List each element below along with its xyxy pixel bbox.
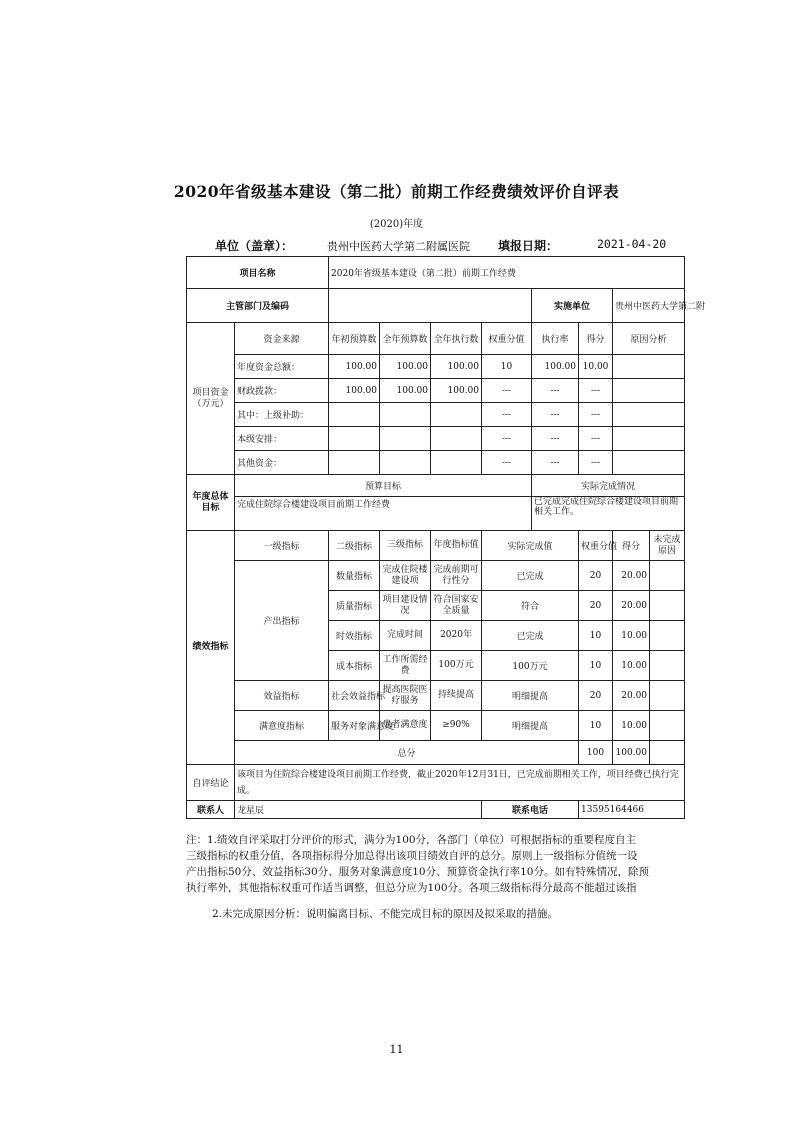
output-indicator-label: 产出指标: [235, 561, 329, 681]
fund-weight: ---: [482, 379, 532, 403]
total-label: 总分: [235, 741, 579, 765]
fund-initial: [329, 403, 380, 427]
funds-header-initial: 年初预算数: [329, 323, 380, 355]
phone-label: 联系电话: [482, 801, 579, 819]
fund-reason: [613, 355, 685, 379]
contact-name: 龙星辰: [235, 801, 482, 819]
perf-header-score: 得分: [613, 531, 650, 561]
table-row: [187, 427, 685, 451]
perf-level3: 提高医院医疗服务: [380, 681, 431, 711]
fund-score: ---: [579, 379, 613, 403]
perf-header-level3: 三级指标: [380, 531, 431, 561]
perf-level3: 工作所需经费: [380, 651, 431, 681]
perf-header-level2: 二级指标: [329, 531, 380, 561]
funds-header-source: 资金来源: [235, 323, 329, 355]
fund-executed: [431, 403, 482, 427]
perf-header-actual: 实际完成值: [482, 531, 579, 561]
notes-block: [186, 832, 684, 896]
fund-row-label: 财政拨款：: [235, 379, 329, 403]
perf-score: 20.00: [613, 561, 650, 591]
fund-initial: [329, 427, 380, 451]
perf-score: 20.00: [613, 681, 650, 711]
fund-weight: 10: [482, 355, 532, 379]
evaluation-table: [186, 256, 706, 819]
perf-header-target: 年度指标值: [431, 531, 482, 561]
fund-row-label: 本级安排：: [235, 427, 329, 451]
note-line: 注：1.绩效自评采取打分评价的形式，满分为100分，各部门（单位）可根据指标的重要程度自主: [186, 834, 637, 846]
fund-reason: [613, 403, 685, 427]
total-reason: [650, 741, 685, 765]
fund-initial: 100.00: [329, 355, 380, 379]
perf-reason: [650, 561, 685, 591]
fund-annual: 100.00: [380, 379, 431, 403]
table-row: [187, 403, 685, 427]
perf-reason: [650, 651, 685, 681]
goals-label: 年度总体目标: [187, 475, 235, 531]
funds-header-weight: 权重分值: [482, 323, 532, 355]
perf-actual: 明细提高: [482, 681, 579, 711]
fund-reason: [613, 379, 685, 403]
budget-goal-text: 完成住院综合楼建设项目前期工作经费: [235, 497, 532, 531]
date-label: 填报日期：: [498, 239, 559, 253]
fund-row-label: 年度资金总额：: [235, 355, 329, 379]
table-row: [187, 451, 685, 475]
contact-label: 联系人: [187, 801, 235, 819]
fund-weight: ---: [482, 403, 532, 427]
perf-target: ≥90%: [431, 711, 482, 741]
fund-executed: 100.00: [431, 379, 482, 403]
perf-weight: 10: [579, 651, 613, 681]
table-row: [187, 379, 685, 403]
dept-value: [329, 289, 532, 323]
actual-completion-text: 已完成完成住院综合楼建设项目前期相关工作。: [532, 497, 685, 531]
conclusion-text: 该项目为住院综合楼建设项目前期工作经费，截止2020年12月31日，已完成前期相关工作，项目经费已执行完成。: [235, 765, 685, 801]
fund-score: ---: [579, 451, 613, 475]
perf-reason: [650, 621, 685, 651]
unit-value: 贵州中医药大学第二附属医院: [327, 240, 470, 253]
perf-score: 10.00: [613, 651, 650, 681]
table-row: [187, 355, 685, 379]
fund-rate: 100.00: [532, 355, 579, 379]
dept-label: 主管部门及编码: [187, 289, 329, 323]
fund-annual: [380, 451, 431, 475]
page-title: 2020年省级基本建设（第二批）前期工作经费绩效评价自评表: [173, 182, 620, 201]
impl-unit-label: 实施单位: [532, 289, 613, 323]
perf-score: 10.00: [613, 621, 650, 651]
fund-reason: [613, 427, 685, 451]
total-weight: 100: [579, 741, 613, 765]
perf-weight: 20: [579, 591, 613, 621]
funds-header-rate: 执行率: [532, 323, 579, 355]
fund-rate: ---: [532, 451, 579, 475]
perf-level2: 数量指标: [329, 561, 380, 591]
perf-level2: 服务对象满意度: [329, 711, 380, 741]
fund-executed: 100.00: [431, 355, 482, 379]
fund-score: 10.00: [579, 355, 613, 379]
perf-target: 持续提高: [431, 681, 482, 711]
perf-target: 100万元: [431, 651, 482, 681]
satisfaction-indicator-label: 满意度指标: [235, 711, 329, 741]
perf-reason: [650, 591, 685, 621]
fund-initial: [329, 451, 380, 475]
table-row: [187, 711, 685, 741]
perf-weight: 10: [579, 711, 613, 741]
fund-executed: [431, 427, 482, 451]
perf-level2: 成本指标: [329, 651, 380, 681]
fund-rate: ---: [532, 379, 579, 403]
perf-level2: 质量指标: [329, 591, 380, 621]
funds-header-annual: 全年预算数: [380, 323, 431, 355]
perf-target: 完成前期可行性分: [431, 561, 482, 591]
note-line: 产出指标50分、效益指标30分、服务对象满意度10分、预算资金执行率10分。如有特殊情况，除预: [186, 866, 649, 878]
perf-weight: 10: [579, 621, 613, 651]
fund-rate: ---: [532, 403, 579, 427]
conclusion-label: 自评结论: [187, 765, 235, 801]
performance-label: 绩效指标: [187, 531, 235, 765]
fund-rate: ---: [532, 427, 579, 451]
perf-reason: [650, 711, 685, 741]
perf-level2: 社会效益指标: [329, 681, 380, 711]
fund-annual: [380, 403, 431, 427]
note-line: 三级指标的权重分值，各项指标得分加总得出该项目绩效自评的总分。原则上一级指标分值统一设: [186, 850, 638, 862]
perf-weight: 20: [579, 561, 613, 591]
funds-header-reason: 原因分析: [613, 323, 685, 355]
fund-annual: [380, 427, 431, 451]
budget-goal-header: 预算目标: [235, 475, 532, 497]
year-label: (2020)年度: [369, 219, 424, 230]
perf-reason: [650, 681, 685, 711]
note-line: 2.未完成原因分析：说明偏离目标、不能完成目标的原因及拟采取的措施。: [212, 908, 559, 920]
fund-weight: ---: [482, 451, 532, 475]
fund-score: ---: [579, 403, 613, 427]
perf-level2: 时效指标: [329, 621, 380, 651]
fund-row-label: 其他资金：: [235, 451, 329, 475]
funds-header-executed: 全年执行数: [431, 323, 482, 355]
perf-level3: 项目建设情况: [380, 591, 431, 621]
phone-value: 13595164466: [579, 801, 685, 819]
fund-executed: [431, 451, 482, 475]
perf-level3: 患者满意度: [380, 711, 431, 741]
benefit-indicator-label: 效益指标: [235, 681, 329, 711]
perf-target: 2020年: [431, 621, 482, 651]
funds-group-label: 项目资金（万元）: [187, 323, 235, 475]
fund-score: ---: [579, 427, 613, 451]
perf-header-weight: 权重分值: [579, 531, 613, 561]
perf-target: 符合国家安全质量: [431, 591, 482, 621]
date-value: 2021-04-20: [597, 237, 667, 251]
funds-header-score: 得分: [579, 323, 613, 355]
page-number: 11: [389, 1043, 404, 1056]
note-line: 执行率外，其他指标权重可作适当调整，但总分应为100分。各项三级指标得分最高不能超过该指: [186, 882, 637, 894]
table-row: [187, 561, 685, 591]
perf-score: 20.00: [613, 591, 650, 621]
perf-level3: 完成时间: [380, 621, 431, 651]
perf-actual: 明细提高: [482, 711, 579, 741]
unit-label: 单位（盖章）：: [215, 239, 294, 253]
perf-level3: 完成住院楼建设项: [380, 561, 431, 591]
fund-weight: ---: [482, 427, 532, 451]
fund-row-label: 其中：上级补助：: [235, 403, 329, 427]
total-score: 100.00: [613, 741, 650, 765]
perf-weight: 20: [579, 681, 613, 711]
perf-actual: 符合: [482, 591, 579, 621]
fund-reason: [613, 451, 685, 475]
perf-actual: 已完成: [482, 561, 579, 591]
fund-annual: 100.00: [380, 355, 431, 379]
fund-initial: 100.00: [329, 379, 380, 403]
perf-actual: 已完成: [482, 621, 579, 651]
project-name-label: 项目名称: [187, 257, 329, 289]
table-row: [187, 681, 685, 711]
perf-actual: 100万元: [482, 651, 579, 681]
perf-header-level1: 一级指标: [235, 531, 329, 561]
perf-header-reason: 未完成原因: [650, 531, 685, 561]
impl-unit-value: 贵州中医药大学第二附: [613, 289, 685, 323]
project-name-value: 2020年省级基本建设（第二批）前期工作经费: [329, 257, 685, 289]
perf-score: 10.00: [613, 711, 650, 741]
actual-completion-header: 实际完成情况: [532, 475, 685, 497]
